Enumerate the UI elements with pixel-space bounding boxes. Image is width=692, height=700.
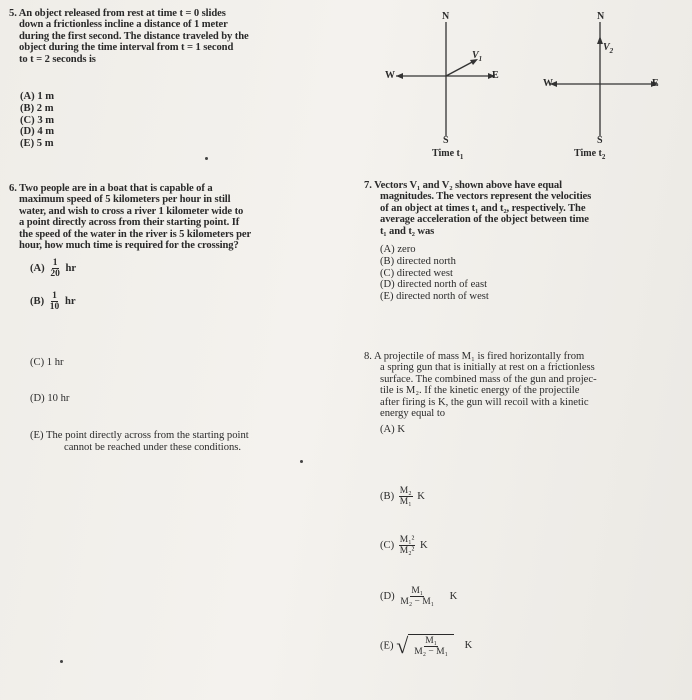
q6-stem-line: a point directly across from their starting point. If <box>19 217 240 229</box>
v1-letter: V <box>472 50 479 61</box>
q8-stem-line: surface. The combined mass of the gun and projec- <box>380 373 597 385</box>
d2-caption <box>574 148 605 161</box>
q5-stem-line: down a frictionless incline a distance of 1 meter <box>19 19 228 31</box>
d1-east-label: E <box>492 70 499 81</box>
q8-c-denominator: M₂² <box>399 546 415 556</box>
q8-c-numerator: M₁² <box>399 535 415 545</box>
q5-stem-line: during the first second. The distance traveled by the <box>19 30 249 42</box>
q7-stem-line: t₁ and t₂ was <box>380 225 435 237</box>
q8-b-denominator: M₁ <box>399 497 412 507</box>
q8-e-fraction <box>413 636 449 657</box>
q8-e-sqrt <box>396 634 454 658</box>
q5-stem <box>9 8 329 65</box>
q7-stem <box>364 180 688 237</box>
q8-option-b[interactable] <box>380 486 425 507</box>
q8-option-e[interactable] <box>380 634 472 658</box>
q5-option-d[interactable]: (D) 4 m <box>20 126 55 138</box>
q6-e-line: cannot be reached under these conditions. <box>64 441 242 453</box>
q8-e-radicand <box>408 634 454 658</box>
d1-caption-subscript: 1 <box>459 153 464 161</box>
page-speck <box>60 660 63 663</box>
q8-stem-line: tile is M₂. If the kinetic energy of the projectile <box>380 385 580 397</box>
d1-caption <box>432 148 463 161</box>
v2-label <box>603 42 613 55</box>
q7-option-d[interactable]: (D) directed north of east <box>380 279 488 291</box>
q8-stem-line: 8. A projectile of mass M₁ is fired horizontally from <box>364 351 585 362</box>
page-speck <box>300 460 303 463</box>
q7-stem-line: of an object at times t₁ and t₂, respectively. The <box>380 202 586 214</box>
q6-a-unit: hr <box>65 262 77 274</box>
q6-option-b[interactable] <box>30 291 76 312</box>
q8-d-fraction <box>399 586 435 607</box>
q8-b-numerator: M₂ <box>399 486 412 496</box>
q8-stem-line: energy equal to <box>380 408 446 420</box>
q5-stem-line: object during the time interval from t = 1 second <box>19 42 234 54</box>
q8-b-tail: K <box>417 490 425 502</box>
q5-option-c[interactable]: (C) 3 m <box>20 114 55 126</box>
q7-stem-line: average acceleration of the object between time <box>380 214 589 226</box>
q5-option-b[interactable]: (B) 2 m <box>20 102 54 114</box>
q7-option-b[interactable]: (B) directed north <box>380 255 456 267</box>
q8-b-label: (B) <box>380 490 395 502</box>
q6-a-label: (A) <box>30 262 45 274</box>
q6-option-d[interactable]: (D) 10 hr <box>30 393 70 404</box>
q6-stem-line: hour, how much time is required for the crossing? <box>19 240 239 252</box>
q7-option-a[interactable]: (A) zero <box>380 244 416 255</box>
q8-c-fraction <box>399 535 416 556</box>
q8-c-label: (C) <box>380 539 395 551</box>
d1-caption-text: Time t <box>432 148 460 159</box>
q8-d-label: (D) <box>380 590 395 602</box>
q8-stem-line: after firing is K, the gun will recoil with a kinetic <box>380 396 589 408</box>
page-speck <box>205 157 208 160</box>
q8-d-numerator: M₁ <box>411 586 424 596</box>
q7-stem-line: magnitudes. The vectors represent the velocities <box>380 191 592 203</box>
q6-a-denominator: 20 <box>50 269 60 279</box>
q5-option-a[interactable]: (A) 1 m <box>20 91 55 102</box>
q6-e-line: (E) The point directly across from the starting point <box>30 430 249 441</box>
q7-option-c[interactable]: (C) directed west <box>380 267 453 279</box>
q8-option-c[interactable] <box>380 535 428 556</box>
q7-option-e[interactable]: (E) directed north of west <box>380 291 489 303</box>
q8-e-tail: K <box>464 640 473 652</box>
d2-caption-text: Time t <box>574 148 602 159</box>
q8-c-tail: K <box>420 539 428 551</box>
q8-option-d[interactable] <box>380 586 457 607</box>
q8-e-label: (E) <box>380 640 394 652</box>
q6-b-fraction <box>49 291 61 312</box>
v1-subscript: 1 <box>478 55 483 63</box>
q8-option-a[interactable]: (A) K <box>380 424 406 435</box>
d2-south-label: S <box>597 135 603 146</box>
q5-option-e[interactable]: (E) 5 m <box>20 138 54 150</box>
sqrt-radical-icon: √ <box>396 633 409 658</box>
q6-a-fraction <box>49 258 61 279</box>
d1-south-label: S <box>443 135 449 146</box>
d2-caption-subscript: 2 <box>601 153 606 161</box>
q6-stem-line: maximum speed of 5 kilometers per hour in still <box>19 194 231 206</box>
q6-stem-line: 6. Two people are in a boat that is capable of a <box>9 183 213 194</box>
d1-west-label: W <box>385 70 395 81</box>
q6-b-numerator: 1 <box>52 291 57 301</box>
q8-d-denominator: M₂ − M₁ <box>400 597 435 607</box>
q6-option-e[interactable] <box>30 430 249 453</box>
q7-options <box>380 244 489 303</box>
q8-stem <box>364 351 690 419</box>
v2-subscript: 2 <box>609 47 614 55</box>
q5-stem-line: 5. An object released from rest at time t = 0 slides <box>9 8 226 19</box>
d1-north-label: N <box>442 11 450 22</box>
q6-stem <box>9 183 339 251</box>
q8-b-fraction <box>399 486 413 507</box>
q5-stem-line: to t = 2 seconds is <box>19 53 96 65</box>
d2-north-label: N <box>597 11 605 22</box>
q6-stem-line: water, and wish to cross a river 1 kilometer wide to <box>19 205 244 217</box>
q6-b-label: (B) <box>30 295 45 307</box>
v2-letter: V <box>603 42 610 53</box>
q8-e-denominator: M₂ − M₁ <box>414 647 448 657</box>
q6-option-c[interactable]: (C) 1 hr <box>30 357 64 368</box>
q8-d-tail: K <box>449 590 458 602</box>
q5-options <box>20 91 54 150</box>
q6-a-numerator: 1 <box>52 258 58 268</box>
q6-b-unit: hr <box>64 295 76 307</box>
d2-east-label: E <box>652 78 659 89</box>
q8-stem-line: a spring gun that is initially at rest on a frictionless <box>380 362 595 374</box>
q6-b-denominator: 10 <box>49 302 60 312</box>
d2-west-label: W <box>543 78 553 89</box>
v1-label <box>472 50 482 63</box>
west-arrowhead <box>396 73 403 79</box>
q7-stem-line: 7. Vectors V₁ and V₂ shown above have equal <box>364 180 562 191</box>
q6-stem-line: the speed of the water in the river is 5 kilometers per <box>19 228 252 240</box>
q6-option-a[interactable] <box>30 258 76 279</box>
vector-diagram-t2 <box>540 8 690 173</box>
q8-e-numerator: M₁ <box>425 636 437 646</box>
